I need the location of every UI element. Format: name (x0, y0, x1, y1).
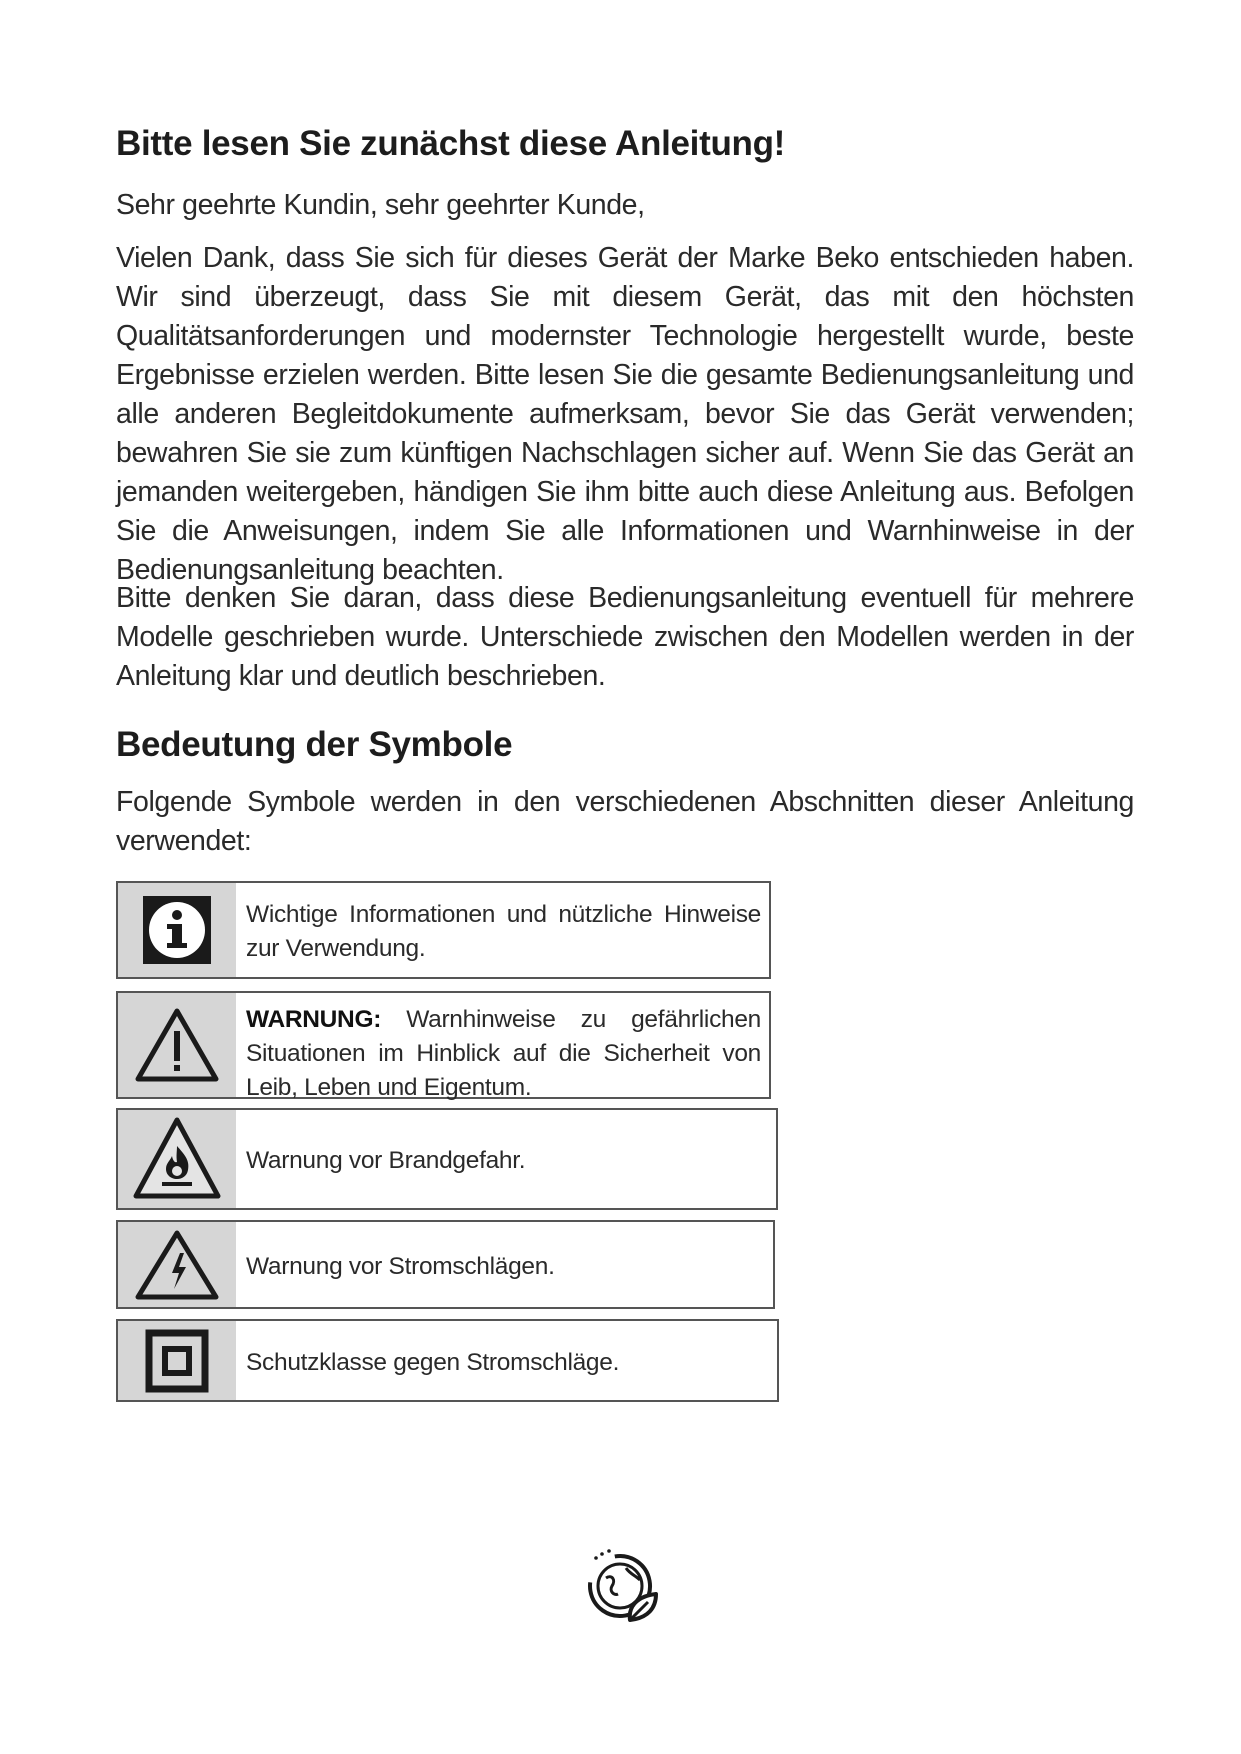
intro-paragraph: Vielen Dank, dass Sie sich für dieses Gerät der Marke Beko entschieden haben. Wir sind überzeugt, dass Sie mit diesem Gerät, das mit den höchsten Qualitätsanforderungen und modernster Technologie hergestellt wurde, beste Ergebnisse erzielen werden. Bitte lesen Sie die gesamte Bedienungsanleitung und alle anderen Begleitdokumente aufmerksam, bevor Sie das Gerät verwenden; bewahren Sie sie zum künftigen Nachschlagen sicher auf. Wenn Sie das Gerät an jemanden weitergeben, händigen Sie ihm bitte auch diese Anleitung aus. Befolgen Sie die Anweisungen, indem Sie alle Informationen und Warnhinweise in der Bedienungsanleitung beachten. (116, 242, 1134, 586)
models-note-paragraph: Bitte denken Sie daran, dass diese Bedienungsanleitung eventuell für mehrere Modelle geschrieben wurde. Unterschiede zwischen den Modellen werden in der Anleitung klar und deutlich beschrieben. (116, 582, 1134, 692)
symbol-row-electric-shock (116, 1220, 775, 1309)
symbol-description: Warnung vor Stromschlägen. (246, 1252, 555, 1280)
symbol-row-info (116, 881, 771, 979)
symbol-description: Warnung vor Brandgefahr. (246, 1147, 526, 1174)
fire-hazard-icon (118, 1110, 236, 1208)
eco-globe-leaf-icon (582, 1546, 664, 1628)
section-title-symbols: Bedeutung der Symbole (116, 725, 513, 764)
greeting-text: Sehr geehrte Kundin, sehr geehrter Kunde, (116, 189, 645, 221)
symbols-intro-paragraph: Folgende Symbole werden in den verschiedenen Abschnitten dieser Anleitung verwendet: (116, 786, 1134, 857)
electric-shock-icon (118, 1222, 236, 1307)
symbol-description: Warnhinweise zu gefährlichen Situationen im Hinblick auf die Sicherheit von Leib, Leben und Eigentum. (246, 1006, 761, 1101)
symbol-row-protection-class (116, 1319, 779, 1402)
page-title: Bitte lesen Sie zunächst diese Anleitung! (116, 124, 786, 163)
symbol-description: Wichtige Informationen und nützliche Hinweise zur Verwendung. (246, 901, 761, 962)
warning-label: WARNUNG: (246, 1006, 382, 1033)
symbol-row-warning (116, 991, 771, 1099)
symbol-description: Schutzklasse gegen Stromschläge. (246, 1348, 620, 1376)
info-icon (118, 883, 236, 977)
warning-icon (118, 993, 236, 1097)
symbol-row-fire-hazard (116, 1108, 778, 1210)
protection-class-icon (118, 1321, 236, 1400)
